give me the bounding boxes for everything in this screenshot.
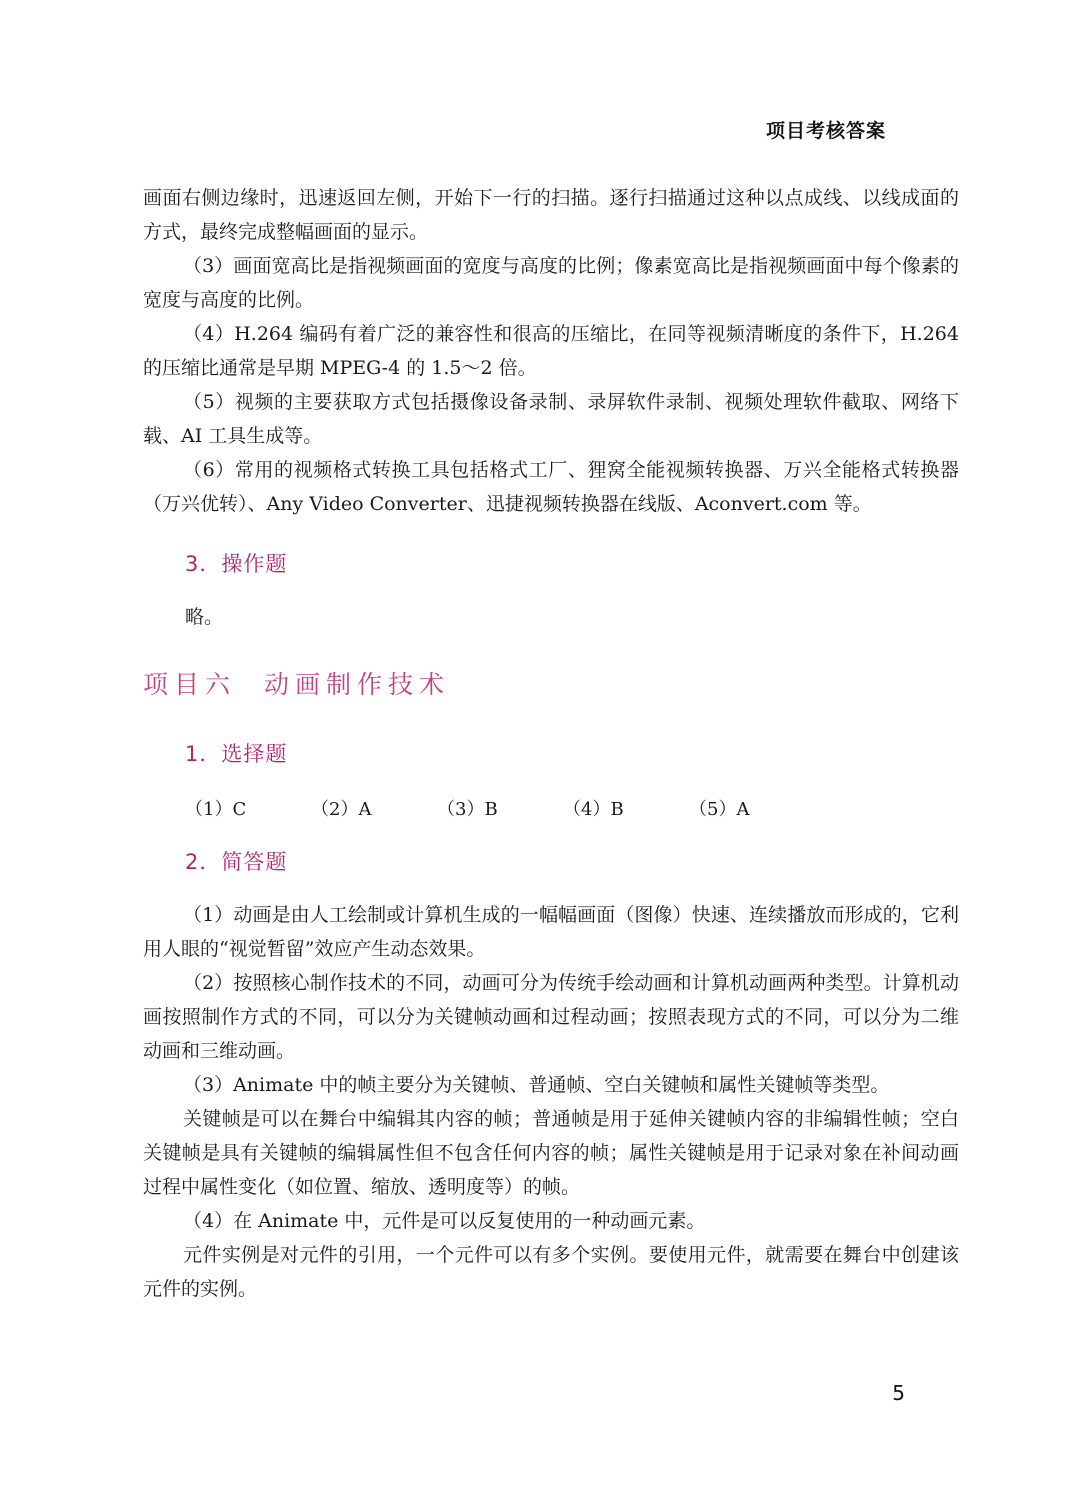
paragraph-short-answer-3: （3）Animate 中的帧主要分为关键帧、普通帧、空白关键帧和属性关键帧等类型。 <box>183 1074 890 1096</box>
paragraph-answer-3: （3）画面宽高比是指视频画面的宽度与高度的比例；像素宽高比是指视频画面中每个像素的宽度与高度的比例。 <box>143 255 959 311</box>
choice-answer: （5）A <box>689 799 750 820</box>
page-number: 5 <box>892 1381 905 1405</box>
paragraph-short-answer-4: （4）在 Animate 中，元件是可以反复使用的一种动画元素。 <box>183 1210 706 1232</box>
paragraph-short-answer-1: （1）动画是由人工绘制或计算机生成的一幅幅画面（图像）快速、连续播放而形成的，它利用人眼的“视觉暂留”效应产生动态效果。 <box>143 904 959 960</box>
project-heading <box>143 665 450 701</box>
paragraph-short-answer-4-detail: 元件实例是对元件的引用，一个元件可以有多个实例。要使用元件，就需要在舞台中创建该元件的实例。 <box>143 1244 959 1300</box>
paragraph-short-answer-3-detail: 关键帧是可以在舞台中编辑其内容的帧；普通帧是用于延伸关键帧内容的非编辑性帧；空白关键帧是具有关键帧的编辑属性但不包含任何内容的帧；属性关键帧是用于记录对象在补间动画过程中属性变化（如位置、缩放、透明度等）的帧。 <box>143 1108 959 1198</box>
section-heading-choice: 1．选择题 <box>185 742 288 766</box>
paragraph-continuation: 画面右侧边缘时，迅速返回左侧，开始下一行的扫描。逐行扫描通过这种以点成线、以线成面的方式，最终完成整幅画面的显示。 <box>143 187 959 243</box>
choice-answer: （3）B <box>437 799 498 820</box>
running-header-title: 项目考核答案 <box>765 120 886 142</box>
answers-block-video <box>143 181 959 521</box>
paragraph-short-answer-2: （2）按照核心制作技术的不同，动画可分为传统手绘动画和计算机动画两种类型。计算机动画按照制作方式的不同，可以分为关键帧动画和过程动画；按照表现方式的不同，可以分为二维动画和三维动画。 <box>143 972 959 1062</box>
project-title: 动画制作技术 <box>264 670 451 699</box>
choice-answers-row <box>185 795 815 821</box>
paragraph-answer-6: （6）常用的视频格式转换工具包括格式工厂、狸窝全能视频转换器、万兴全能格式转换器（万兴优转）、Any Video Converter、迅捷视频转换器在线版、Aconvert.com 等。 <box>143 459 959 515</box>
choice-answer: （4）B <box>563 799 624 820</box>
section-heading-operation: 3．操作题 <box>185 552 288 576</box>
project-number: 项目六 <box>143 670 237 699</box>
paragraph-answer-4: （4）H.264 编码有着广泛的兼容性和很高的压缩比，在同等视频清晰度的条件下，H.264 的压缩比通常是早期 MPEG-4 的 1.5～2 倍。 <box>143 323 959 379</box>
paragraph-answer-5: （5）视频的主要获取方式包括摄像设备录制、录屏软件录制、视频处理软件截取、网络下载、AI 工具生成等。 <box>143 391 959 447</box>
choice-answer: （2）A <box>311 799 372 820</box>
section-heading-short-answer: 2．简答题 <box>185 850 288 874</box>
choice-answer: （1）C <box>185 799 247 820</box>
answers-block-animation <box>143 898 959 1306</box>
operation-answer: 略。 <box>185 606 224 628</box>
